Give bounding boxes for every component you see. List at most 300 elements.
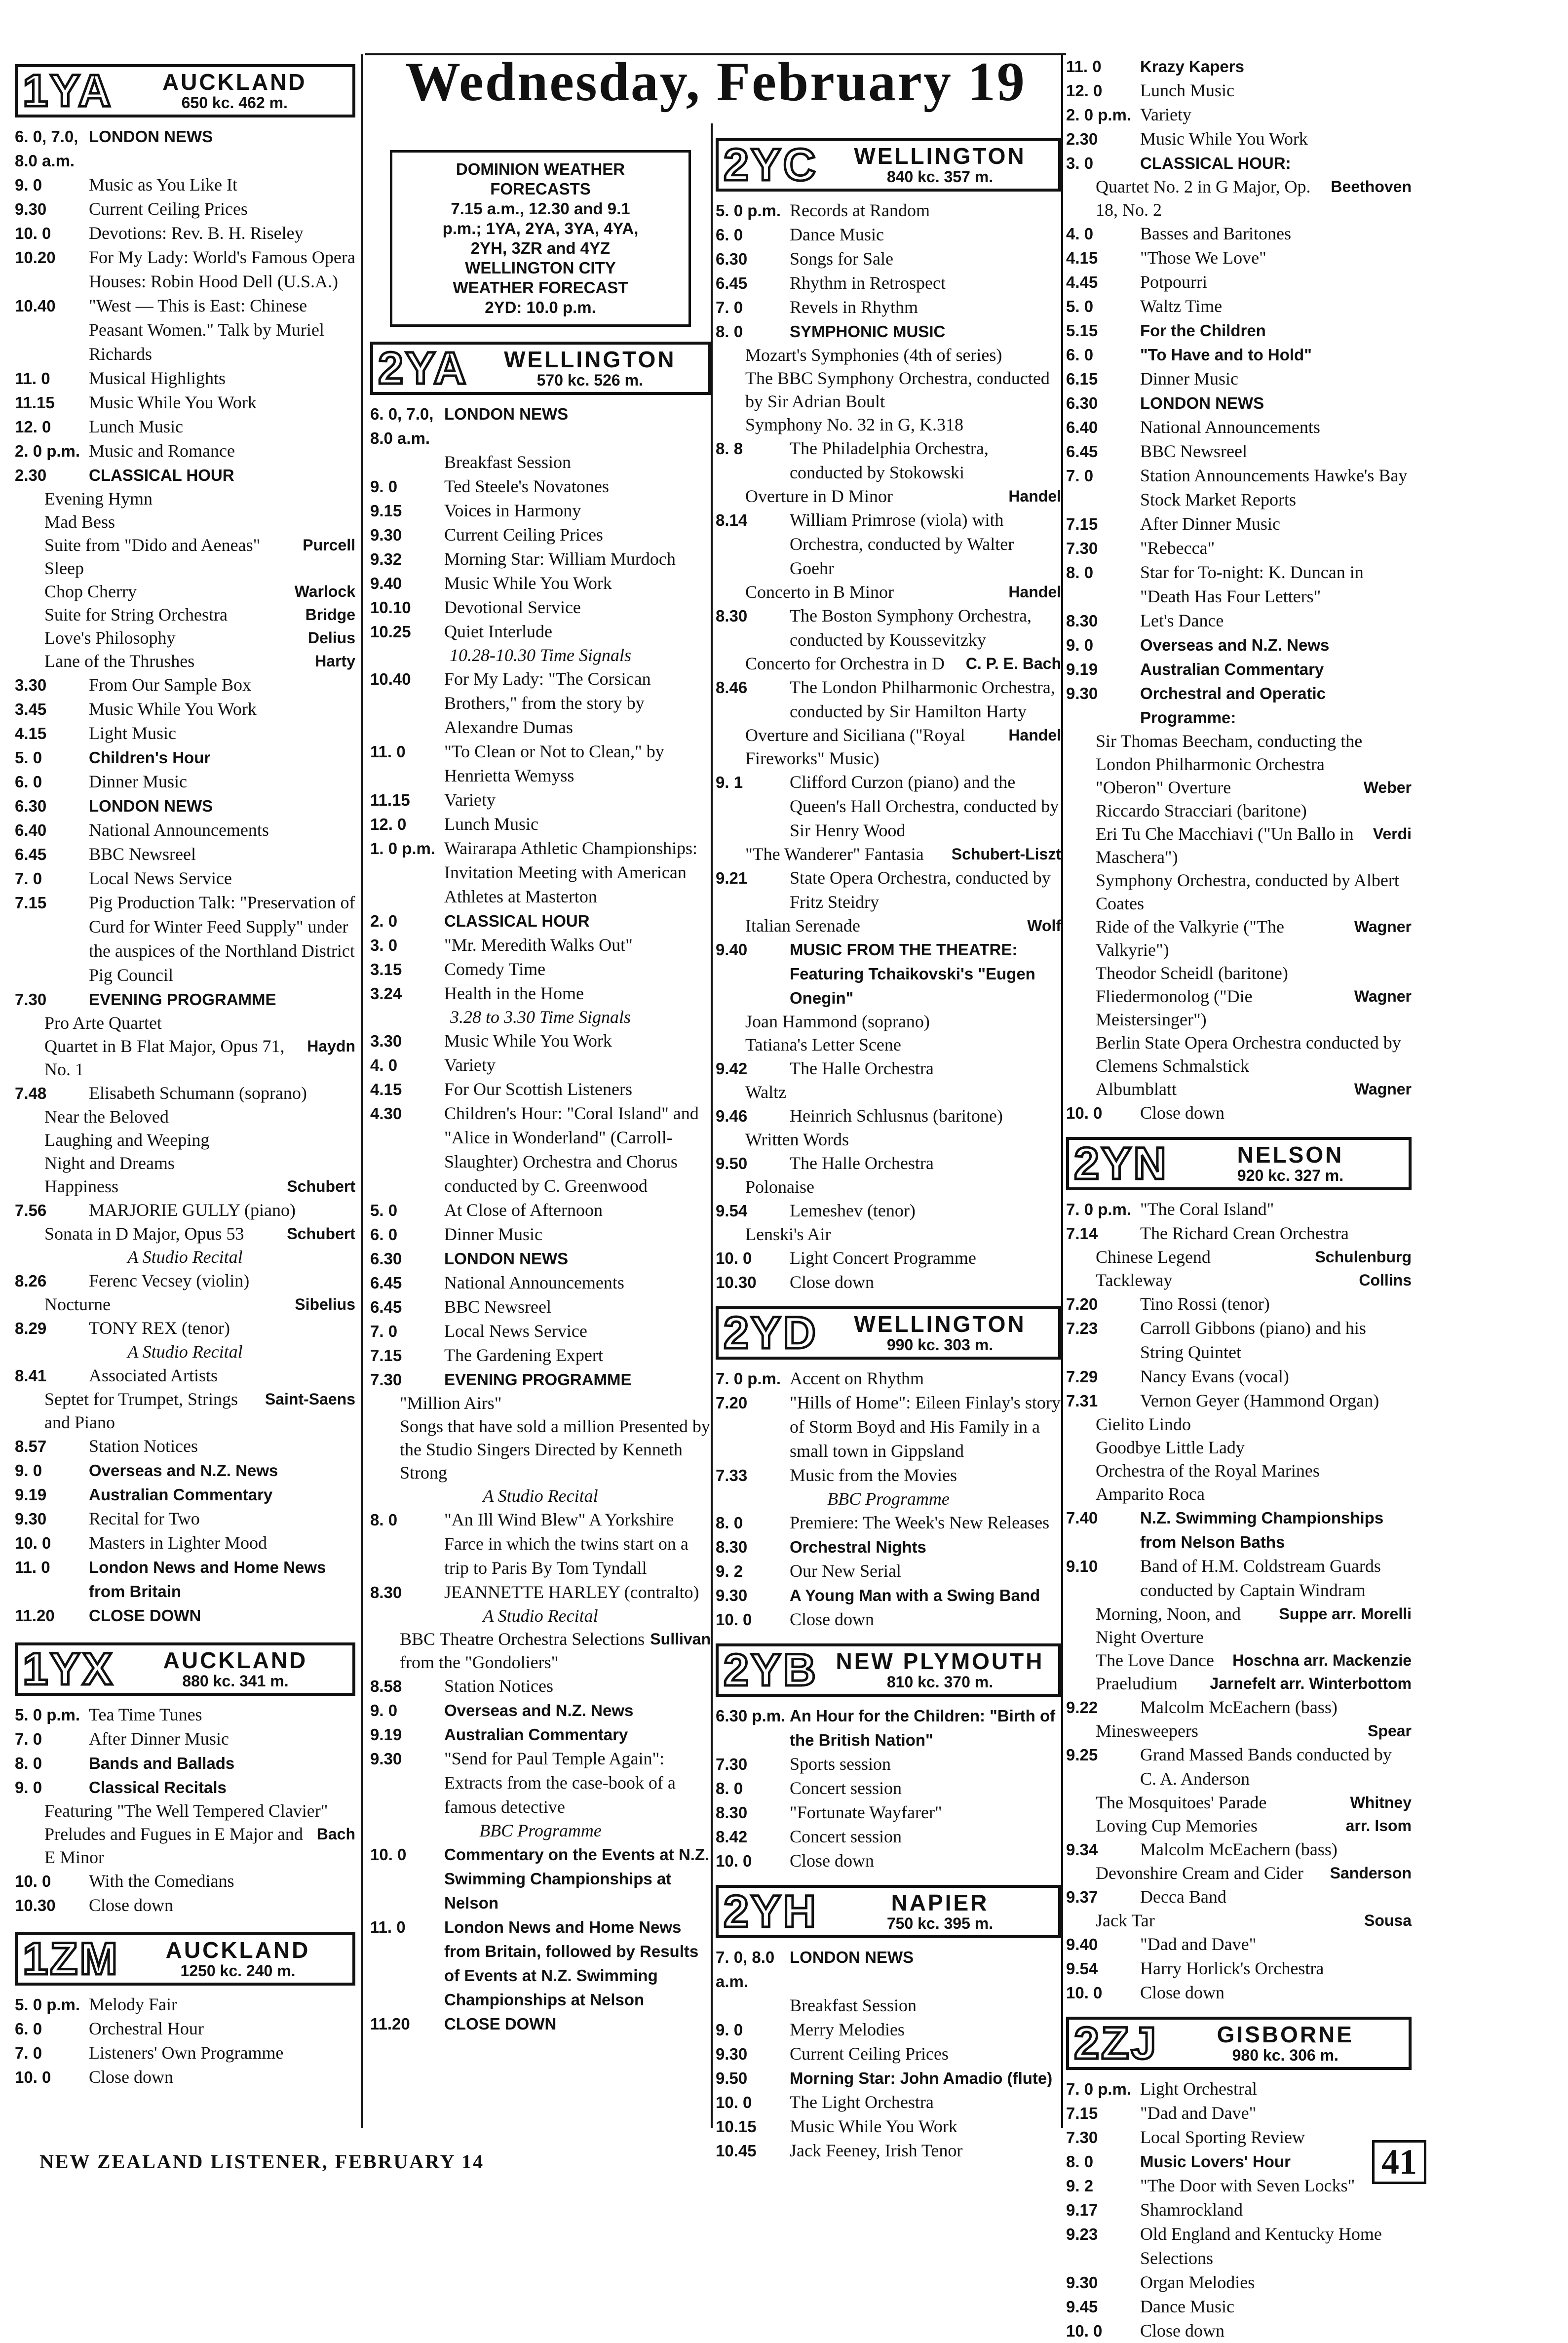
programme-entry — [1066, 1554, 1412, 1602]
weather-line: DOMINION WEATHER — [456, 160, 625, 178]
call-sign: 1YA — [23, 66, 113, 116]
entry-title: Star for To-night: K. Duncan in "Death Has Four Letters" — [1140, 562, 1364, 606]
work-row — [716, 344, 1061, 367]
work-row — [1066, 1672, 1412, 1695]
entry-time: 5. 0 p.m. — [15, 1995, 80, 2014]
entry-time: 6. 0 — [716, 226, 743, 244]
programme-entry — [15, 866, 355, 891]
entry-title: Comedy Time — [444, 959, 546, 979]
entry-time: 7.30 — [716, 1755, 748, 1773]
entry-title: LONDON NEWS — [89, 797, 213, 815]
work-row — [15, 510, 355, 534]
entry-title: Tino Rossi (tenor) — [1140, 1294, 1270, 1314]
weather-line: FORECASTS — [490, 180, 591, 198]
call-sign: 2YN — [1074, 1138, 1168, 1189]
call-sign: 2YH — [724, 1886, 818, 1937]
work-row — [716, 1128, 1061, 1151]
work-title: BBC Theatre Orchestra Selections from the "Gondoliers" — [400, 1629, 645, 1672]
composer: Verdi — [1373, 825, 1412, 843]
entry-title: Listeners' Own Programme — [89, 2043, 284, 2063]
work-title: Concerto for Orchestra in D — [745, 654, 945, 673]
entry-title: Elisabeth Schumann (soprano) — [89, 1083, 307, 1103]
entry-title: Close down — [1140, 2321, 1224, 2341]
work-title: Theodor Scheidl (baritone) — [1096, 963, 1288, 983]
programme-entry — [1066, 1221, 1412, 1246]
entry-time: 11. 0 — [15, 369, 50, 388]
programme-entry — [15, 2065, 355, 2089]
work-row — [1066, 1436, 1412, 1459]
work-title: Cielito Lindo — [1096, 1414, 1191, 1434]
work-title: Symphony Orchestra, conducted by Albert Coates — [1096, 870, 1399, 913]
station-info — [477, 348, 703, 389]
programme-entry — [370, 667, 711, 740]
entry-time: 11.15 — [370, 791, 410, 809]
programme-entry — [370, 1747, 711, 1819]
call-sign: 1ZM — [23, 1934, 119, 1984]
programme-entry — [370, 1319, 711, 1343]
programme-entry — [370, 981, 711, 1006]
work-title: The Mosquitoes' Parade — [1096, 1793, 1267, 1812]
work-title: Preludes and Fugues in E Major and E Minor — [44, 1824, 303, 1867]
entry-time: 7.30 — [1066, 2128, 1098, 2147]
work-row — [716, 1010, 1061, 1033]
work-title: Chinese Legend — [1096, 1247, 1211, 1267]
work-row — [716, 581, 1061, 604]
programme-entry — [1066, 246, 1412, 270]
bbc-programme-note: BBC Programme — [479, 1821, 602, 1840]
entry-title: National Announcements — [1140, 417, 1320, 437]
programme-entry — [716, 1704, 1061, 1752]
programme-entry — [716, 1776, 1061, 1800]
work-row — [1066, 776, 1412, 799]
station-info — [827, 144, 1053, 185]
entry-time: 5. 0 — [15, 748, 42, 767]
column-rule — [711, 123, 713, 2128]
entry-time — [716, 1993, 790, 2018]
entry-title: Local Sporting Review — [1140, 2127, 1305, 2147]
entry-title: Dance Music — [1140, 2297, 1234, 2316]
entry-time: 4. 0 — [370, 1056, 398, 1074]
programme-entry — [370, 1247, 711, 1271]
entry-title: Old England and Kentucky Home Selections — [1140, 2224, 1382, 2268]
station-city: WELLINGTON — [504, 347, 676, 373]
programme-entry — [15, 1434, 355, 1458]
entry-title: Accent on Rhythm — [790, 1368, 924, 1388]
entry-time: 10.40 — [15, 297, 56, 315]
work-title: Nocturne — [44, 1294, 111, 1314]
entry-time: 6.45 — [1066, 442, 1098, 461]
composer: Wolf — [1027, 917, 1061, 935]
programme-entry — [15, 794, 355, 818]
column-rule — [1061, 54, 1063, 2128]
programme-entry — [716, 1463, 1061, 1487]
entry-time: 7. 0 — [370, 1322, 398, 1340]
station-frequency: 810 kc. 370 m. — [886, 1673, 994, 1691]
composer: Handel — [1008, 726, 1061, 744]
entry-title: BBC Newsreel — [444, 1297, 551, 1317]
programme-entry — [1066, 1837, 1412, 1862]
entry-time: 10. 0 — [716, 2093, 752, 2111]
programme-entry — [1066, 2077, 1412, 2101]
programme-entry — [716, 1367, 1061, 1391]
entry-time: 9.40 — [716, 940, 748, 959]
programme-entry — [15, 987, 355, 1012]
entry-title: For Our Scottish Listeners — [444, 1079, 632, 1099]
entry-title: Current Ceiling Prices — [89, 199, 248, 219]
programme-entry — [1066, 536, 1412, 560]
programme-entry — [1066, 633, 1412, 657]
entry-time: 8. 0 — [716, 1779, 743, 1797]
entry-title: Nancy Evans (vocal) — [1140, 1367, 1289, 1386]
entry-time: 8.46 — [716, 678, 748, 697]
entry-time: 10. 0 — [15, 1872, 51, 1890]
entry-title: Current Ceiling Prices — [444, 525, 603, 545]
entry-title: The Boston Symphony Orchestra, conducted by Koussevitzky — [790, 606, 1032, 650]
work-row — [370, 1392, 711, 1415]
entry-time: 12. 0 — [15, 418, 51, 436]
entry-title: LONDON NEWS — [444, 1250, 569, 1268]
entry-title: Jack Feeney, Irish Tenor — [790, 2141, 963, 2160]
entry-time: 6.45 — [370, 1274, 402, 1292]
programme-entry — [1066, 2149, 1412, 2174]
composer: Schulenburg — [1315, 1248, 1412, 1266]
entry-title: Melody Fair — [89, 1994, 177, 2014]
weather-line: 7.15 a.m., 12.30 and 9.1 — [451, 199, 630, 218]
programme-entry — [716, 1104, 1061, 1128]
programme-entry — [716, 2018, 1061, 2042]
entry-time: 9.17 — [1066, 2201, 1098, 2219]
entry-time: 9.30 — [15, 1510, 47, 1528]
entry-title: "The Coral Island" — [1140, 1199, 1274, 1219]
work-title: Pro Arte Quartet — [44, 1013, 162, 1033]
entry-time: 9.30 — [716, 2045, 748, 2063]
station-city: AUCKLAND — [165, 1937, 310, 1963]
entry-title: Variety — [444, 1055, 496, 1075]
entry-time: 7.14 — [1066, 1224, 1098, 1243]
work-row — [716, 367, 1061, 413]
composer: Warlock — [294, 583, 355, 600]
entry-time: 5. 0 — [1066, 297, 1094, 315]
work-title: Night and Dreams — [44, 1153, 175, 1173]
entry-title: London News and Home News from Britain — [89, 1558, 326, 1601]
work-title: Amparito Roca — [1096, 1484, 1205, 1504]
station-info — [1177, 1143, 1404, 1184]
entry-title: CLASSICAL HOUR: — [1140, 154, 1291, 172]
entry-title: Ted Steele's Novatones — [444, 476, 609, 496]
entry-time: 8. 0 — [1066, 563, 1094, 582]
programme-entry — [716, 2114, 1061, 2139]
entry-time: 7.48 — [15, 1084, 47, 1102]
footer-credit: NEW ZEALAND LISTENER, FEBRUARY 14 — [39, 2150, 485, 2173]
station-banner — [716, 1885, 1061, 1938]
work-title: "The Wanderer" Fantasia — [745, 844, 924, 864]
composer: Sousa — [1364, 1912, 1412, 1929]
entry-time: 8.30 — [716, 1538, 748, 1556]
programme-entry — [716, 675, 1061, 724]
work-title: "Oberon" Overture — [1096, 778, 1231, 797]
work-row — [15, 650, 355, 673]
work-row — [1066, 1791, 1412, 1814]
programme-entry — [15, 439, 355, 463]
work-title: The BBC Symphony Orchestra, conducted by Sir Adrian Boult — [745, 368, 1050, 411]
entry-title: William Primrose (viola) with Orchestra, conducted by Walter Goehr — [790, 510, 1014, 578]
programme-entry — [716, 1559, 1061, 1583]
programme-entry — [15, 1703, 355, 1727]
programme-entry — [15, 197, 355, 221]
work-title: Ride of the Valkyrie ("The Valkyrie") — [1096, 917, 1284, 960]
programme-entry — [716, 1945, 1061, 1993]
work-row — [15, 534, 355, 557]
entry-title: Station Notices — [89, 1436, 198, 1456]
work-row — [15, 1388, 355, 1434]
programme-entry — [1066, 1743, 1412, 1791]
programme-entry — [370, 909, 711, 933]
entry-title: Our New Serial — [790, 1561, 901, 1581]
entry-time: 6.30 — [1066, 394, 1098, 412]
programme-entry — [370, 571, 711, 595]
programme-entry — [716, 1535, 1061, 1559]
programme-entry — [716, 1849, 1061, 1873]
entry-time: 9.54 — [716, 1202, 748, 1220]
station-city: NELSON — [1237, 1142, 1344, 1168]
entry-title: Shamrockland — [1140, 2200, 1243, 2220]
entry-title: Current Ceiling Prices — [790, 2044, 949, 2064]
entry-time: 6. 0, 7.0, 8.0 a.m. — [15, 127, 78, 170]
composer: Sibelius — [295, 1295, 355, 1313]
work-title: Symphony No. 32 in G, K.318 — [745, 415, 964, 434]
entry-time: 8.57 — [15, 1437, 47, 1455]
entry-title: Breakfast Session — [444, 452, 571, 472]
entry-title: Australian Commentary — [1140, 660, 1324, 678]
entry-time: 10. 0 — [15, 224, 51, 242]
entry-time: 9. 0 — [1066, 636, 1094, 654]
entry-title: Tea Time Tunes — [89, 1705, 202, 1724]
composer: Haydn — [307, 1037, 355, 1055]
work-row — [15, 1105, 355, 1129]
work-row — [1066, 1649, 1412, 1672]
programme-entry — [1066, 2101, 1412, 2125]
work-row — [15, 1012, 355, 1035]
work-title: Albumblatt — [1096, 1079, 1177, 1099]
page-headline: Wednesday, February 19 — [405, 51, 1026, 113]
programme-entry — [716, 247, 1061, 271]
entry-time: 2.30 — [15, 466, 47, 484]
entry-time: 7.30 — [370, 1370, 402, 1389]
column-1 — [15, 59, 355, 2089]
programme-entry — [15, 673, 355, 697]
programme-entry — [15, 1727, 355, 1751]
entry-time: 3. 0 — [370, 936, 398, 954]
programme-entry — [15, 1316, 355, 1340]
programme-entry — [370, 1343, 711, 1367]
entry-title: Rhythm in Retrospect — [790, 273, 946, 293]
composer: Delius — [307, 629, 355, 647]
entry-time: 9.10 — [1066, 1557, 1098, 1575]
programme-entry — [15, 1081, 355, 1105]
entry-time — [370, 450, 444, 474]
entry-time: 11. 0 — [370, 1918, 406, 1936]
programme-entry — [716, 198, 1061, 223]
programme-entry — [15, 1198, 355, 1222]
entry-time: 11.20 — [15, 1606, 55, 1625]
entry-time: 6.40 — [1066, 418, 1098, 436]
entry-title: Songs for Sale — [790, 249, 893, 269]
programme-entry — [370, 1674, 711, 1698]
work-row — [15, 487, 355, 510]
entry-title: Overseas and N.Z. News — [444, 1701, 634, 1719]
entry-title: "Dad and Dave" — [1140, 2103, 1257, 2123]
column-2 — [370, 148, 711, 2036]
station-frequency: 990 kc. 303 m. — [886, 1335, 994, 1354]
composer: Bach — [316, 1825, 355, 1843]
entry-time: 9. 0 — [15, 1778, 42, 1796]
work-row — [15, 1823, 355, 1869]
entry-time: 9.45 — [1066, 2298, 1098, 2316]
entry-time: 10.40 — [370, 670, 411, 688]
page-number: 41 — [1372, 2140, 1426, 2184]
entry-title: Close down — [89, 1895, 173, 1915]
work-title: Suite from "Dido and Aeneas" — [44, 535, 261, 555]
entry-time: 11.20 — [370, 2015, 410, 2033]
work-row — [716, 485, 1061, 508]
work-title: Quartet in B Flat Major, Opus 71, No. 1 — [44, 1036, 285, 1079]
entry-time: 5.15 — [1066, 321, 1098, 340]
programme-entry — [15, 842, 355, 866]
entry-title: LONDON NEWS — [790, 1948, 914, 1966]
entry-title: "Dad and Dave" — [1140, 1934, 1257, 1954]
entry-time: 10.20 — [15, 248, 56, 267]
programme-entry — [15, 1531, 355, 1555]
entry-title: Concert session — [790, 1778, 902, 1798]
entry-title: With the Comedians — [89, 1871, 234, 1891]
programme-entry — [370, 2012, 711, 2036]
entry-title: CLASSICAL HOUR — [444, 912, 590, 930]
programme-entry — [716, 1993, 1061, 2018]
station-frequency: 980 kc. 306 m. — [1232, 2046, 1339, 2064]
programme-entry — [716, 937, 1061, 1010]
entry-title: Malcolm McEachern (bass) — [1140, 1839, 1338, 1859]
entry-time: 6.15 — [1066, 370, 1098, 388]
entry-title: Dance Music — [790, 225, 884, 244]
programme-entry — [15, 390, 355, 415]
entry-title: EVENING PROGRAMME — [89, 990, 276, 1009]
entry-time: 9.32 — [370, 550, 402, 568]
entry-title: For My Lady: "The Corsican Brothers," from the story by Alexandre Dumas — [444, 669, 651, 737]
work-title: "Million Airs" — [400, 1393, 502, 1413]
programme-entry — [1066, 294, 1412, 318]
work-title: Happiness — [44, 1176, 118, 1196]
entry-time: 3.24 — [370, 984, 402, 1003]
entry-title: EVENING PROGRAMME — [444, 1370, 632, 1389]
entry-title: Musical Highlights — [89, 368, 226, 388]
programme-entry — [1066, 1695, 1412, 1719]
entry-time: 10. 0 — [370, 1845, 407, 1864]
entry-title: Close down — [790, 1272, 874, 1292]
programme-entry — [1066, 103, 1412, 127]
entry-time: 9.46 — [716, 1107, 748, 1125]
entry-time: 9. 0 — [370, 477, 398, 496]
programme-entry — [716, 2090, 1061, 2114]
entry-title: Light Concert Programme — [790, 1248, 976, 1268]
composer: Whitney — [1350, 1794, 1412, 1811]
composer: C. P. E. Bach — [965, 655, 1061, 672]
entry-time: 6. 0 — [15, 2020, 42, 2038]
call-sign: 2YC — [724, 140, 818, 190]
entry-time: 7. 0 — [15, 2044, 42, 2062]
programme-entry — [370, 1295, 711, 1319]
entry-title: Lemeshev (tenor) — [790, 1201, 916, 1220]
entry-time: 2. 0 p.m. — [1066, 106, 1132, 124]
entry-time: 9.30 — [1066, 2273, 1098, 2292]
composer: Schubert-Liszt — [951, 845, 1061, 863]
station-banner — [1066, 2017, 1412, 2070]
work-title: Joan Hammond (soprano) — [745, 1012, 930, 1031]
programme-entry — [716, 866, 1061, 914]
entry-time: 8.30 — [716, 1803, 748, 1822]
entry-time: 9.15 — [370, 502, 402, 520]
station-city: NAPIER — [891, 1890, 989, 1916]
work-row — [716, 1223, 1061, 1246]
work-title: Loving Cup Memories — [1096, 1816, 1258, 1835]
entry-time: 7.56 — [15, 1201, 47, 1219]
entry-time: 6.45 — [716, 274, 748, 292]
programme-entry — [370, 1842, 711, 1915]
programme-entry — [1066, 512, 1412, 536]
programme-entry — [15, 1869, 355, 1893]
studio-recital-note: A Studio Recital — [127, 1247, 243, 1267]
entry-time: 7. 0 — [15, 1730, 42, 1748]
programme-entry — [15, 463, 355, 487]
entry-time: 6. 0, 7.0, 8.0 a.m. — [370, 405, 434, 447]
weather-line: WELLINGTON CITY — [465, 259, 616, 277]
entry-title: Revels in Rhythm — [790, 297, 918, 317]
work-title: Minesweepers — [1096, 1721, 1198, 1741]
entry-time: 6.30 — [15, 797, 47, 815]
work-row — [15, 1129, 355, 1152]
weather-line: p.m.; 1YA, 2YA, 3YA, 4YA, — [442, 219, 639, 237]
programme-entry — [1066, 127, 1412, 151]
programme-entry — [370, 1367, 711, 1392]
work-title: Sir Thomas Beecham, conducting the London Philharmonic Orchestra — [1096, 731, 1363, 774]
work-title: Tatiana's Letter Scene — [745, 1035, 901, 1054]
entry-time: 7.20 — [716, 1394, 748, 1412]
composer: Wagner — [1354, 918, 1412, 936]
entry-title: Station Notices — [444, 1676, 553, 1696]
entry-title: Light Music — [89, 723, 176, 743]
composer: Spear — [1368, 1722, 1412, 1740]
programme-entry — [1066, 222, 1412, 246]
station-frequency: 1250 kc. 240 m. — [180, 1961, 296, 1980]
entry-time: 8. 8 — [716, 439, 743, 458]
entry-title: Music While You Work — [89, 699, 257, 719]
column-rule — [361, 54, 363, 2128]
entry-time: 9.19 — [370, 1725, 402, 1744]
programme-entry — [1066, 1101, 1412, 1125]
entry-title: National Announcements — [89, 820, 269, 840]
work-title: Eri Tu Che Macchiavi ("Un Ballo in Maschera") — [1096, 824, 1354, 867]
work-row — [716, 413, 1061, 436]
entry-title: BBC Newsreel — [1140, 441, 1247, 461]
programme-entry — [716, 295, 1061, 319]
programme-entry — [1066, 78, 1412, 103]
programme-entry — [15, 697, 355, 721]
programme-entry — [1066, 464, 1412, 512]
entry-title: MARJORIE GULLY (piano) — [89, 1200, 296, 1220]
entry-title: Devotional Service — [444, 597, 581, 617]
work-title: Septet for Trumpet, Strings and Piano — [44, 1389, 238, 1432]
entry-title: N.Z. Swimming Championships from Nelson Baths — [1140, 1509, 1384, 1551]
programme-entry — [716, 2042, 1061, 2066]
